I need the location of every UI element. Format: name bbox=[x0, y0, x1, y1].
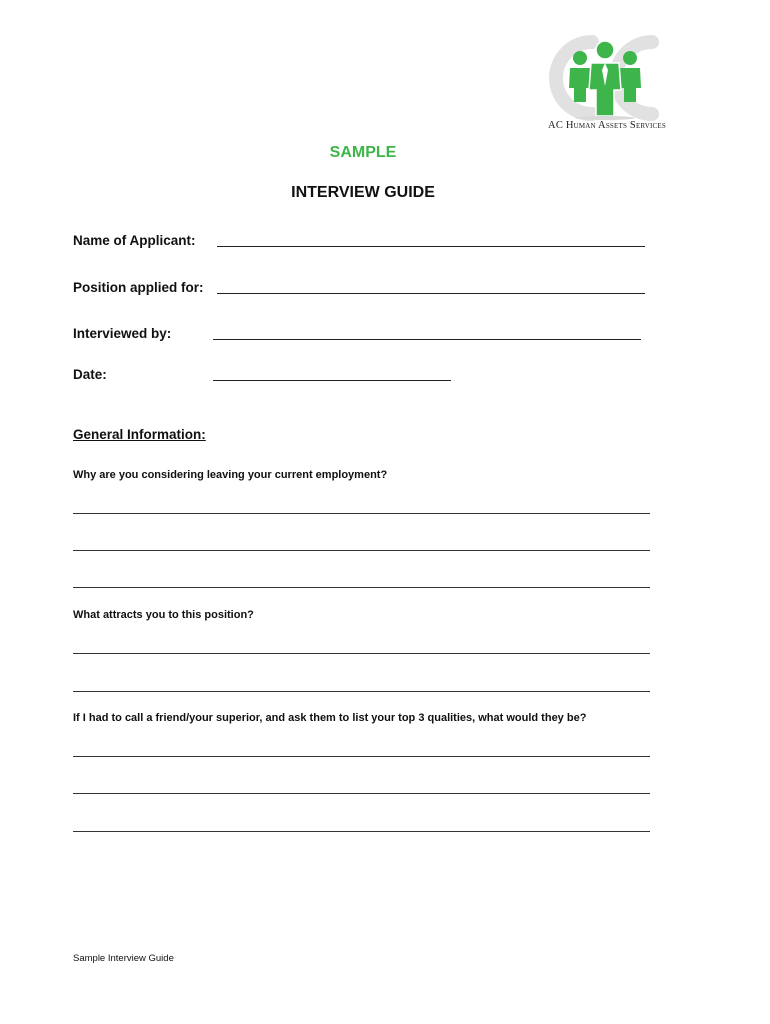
company-name: AC Human Assets Services bbox=[548, 120, 666, 131]
general-information-heading: General Information: bbox=[73, 427, 206, 442]
answer-line[interactable] bbox=[73, 793, 650, 794]
name-of-applicant-label: Name of Applicant: bbox=[73, 233, 196, 248]
question-attracts-position: What attracts you to this position? bbox=[73, 609, 254, 621]
answer-line[interactable] bbox=[73, 550, 650, 551]
interviewed-by-label: Interviewed by: bbox=[73, 326, 172, 341]
answer-line[interactable] bbox=[73, 831, 650, 832]
answer-line[interactable] bbox=[73, 756, 650, 757]
position-applied-label: Position applied for: bbox=[73, 280, 204, 295]
page-title: INTERVIEW GUIDE bbox=[291, 184, 435, 201]
date-label: Date: bbox=[73, 367, 107, 382]
question-top-qualities: If I had to call a friend/your superior, and ask them to list your top 3 qualities, what would they be? bbox=[73, 712, 587, 724]
date-field[interactable] bbox=[213, 380, 451, 381]
answer-line[interactable] bbox=[73, 691, 650, 692]
position-applied-field[interactable] bbox=[217, 293, 645, 294]
answer-line[interactable] bbox=[73, 513, 650, 514]
question-leaving-employment: Why are you considering leaving your current employment? bbox=[73, 469, 388, 481]
page-footer: Sample Interview Guide bbox=[73, 953, 174, 964]
answer-line[interactable] bbox=[73, 653, 650, 654]
interviewed-by-field[interactable] bbox=[213, 339, 641, 340]
answer-line[interactable] bbox=[73, 587, 650, 588]
name-of-applicant-field[interactable] bbox=[217, 246, 645, 247]
sample-label: SAMPLE bbox=[329, 144, 397, 161]
